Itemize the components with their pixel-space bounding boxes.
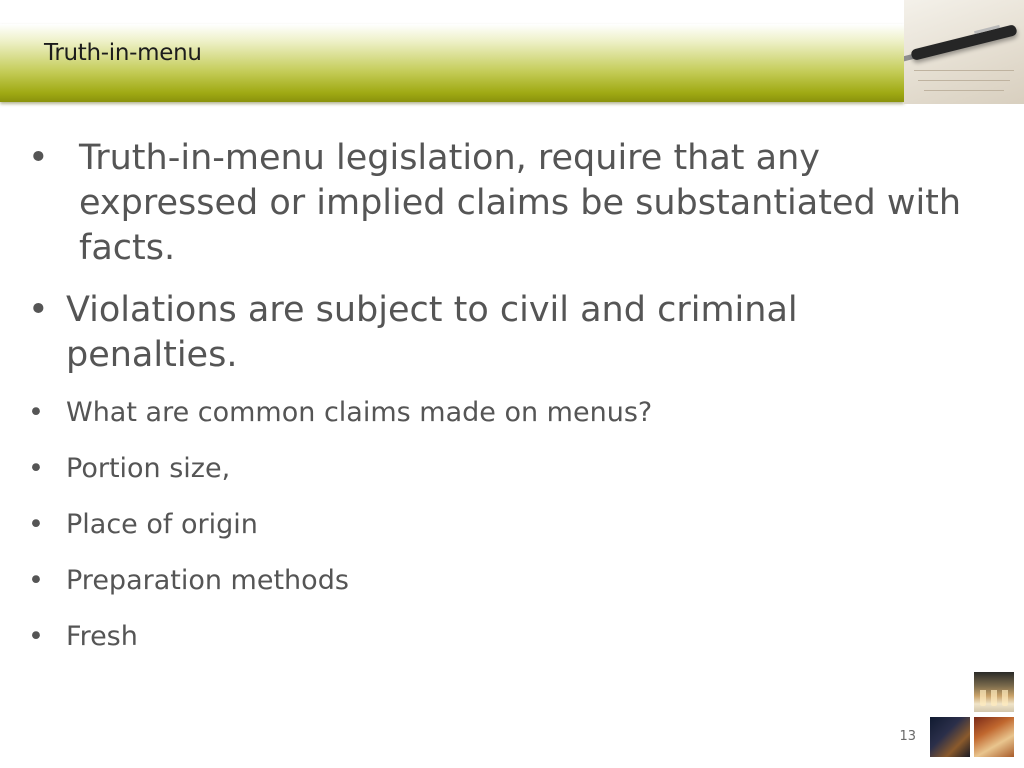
bullet-marker: •	[28, 290, 49, 330]
slide-number: 13	[899, 729, 916, 744]
bullet-text: Portion size,	[66, 453, 231, 484]
glass-shape	[1002, 690, 1008, 706]
bullet-marker: •	[28, 621, 44, 652]
bullet-text: Preparation methods	[66, 565, 349, 596]
bullet-marker: •	[28, 509, 44, 540]
restaurant-night-photo	[930, 717, 970, 757]
bullet-marker: •	[28, 453, 44, 484]
bullet-marker: •	[28, 397, 44, 428]
bullet-text: Truth-in-menu legislation, require that any expressed or implied claims be substantiated with facts.	[79, 138, 962, 268]
bullet-marker: •	[28, 565, 44, 596]
bullet-text: Place of origin	[66, 509, 258, 540]
glass-shape	[991, 690, 997, 706]
glass-shape	[980, 690, 986, 706]
bullet-text: Fresh	[66, 621, 138, 652]
beer-glasses-photo	[974, 672, 1014, 712]
slide-title: Truth-in-menu	[44, 40, 202, 66]
food-plate-photo	[974, 717, 1014, 757]
bullet-marker: •	[28, 138, 49, 178]
bullet-text: Violations are subject to civil and criminal penalties.	[66, 290, 798, 375]
bullet-text: What are common claims made on menus?	[66, 397, 653, 428]
